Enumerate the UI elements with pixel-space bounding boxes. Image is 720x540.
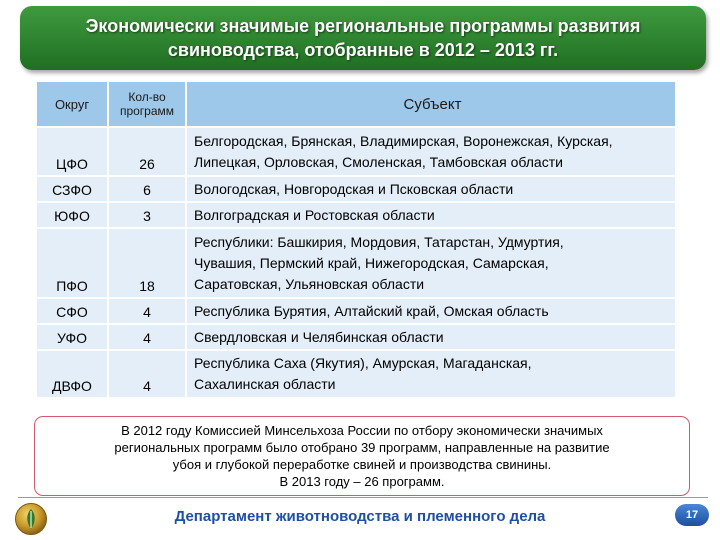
header-okrug: Округ — [37, 82, 107, 126]
footer-divider — [18, 497, 708, 498]
subject-line: Республика Саха (Якутия), Амурская, Магаданская, — [194, 355, 532, 371]
table-row — [37, 203, 675, 227]
subject-line: Республики: Башкирия, Мордовия, Татарстан, Удмуртия, — [194, 233, 564, 250]
title-line-2: свиноводства, отобранные в 2012 – 2013 гг. — [167, 40, 559, 60]
table-row — [37, 177, 675, 201]
note-line: региональных программ было отобрано 39 программ, направленные на развитие — [114, 440, 610, 455]
table-row — [37, 229, 675, 297]
slide-title — [20, 6, 706, 70]
subject-line: Липецкая, Орловская, Смоленская, Тамбовская области — [194, 153, 563, 170]
subject-line: Белгородская, Брянская, Владимирская, Воронежская, Курская, — [194, 132, 613, 149]
cell-subject — [187, 203, 675, 227]
cell-subject — [187, 229, 675, 297]
header-subject: Субъект — [187, 82, 675, 126]
cell-count: 4 — [109, 299, 185, 323]
summary-note — [34, 416, 690, 496]
subject-line: Чувашия, Пермский край, Нижегородская, Самарская, — [194, 254, 549, 271]
cell-count: 26 — [109, 128, 185, 175]
cell-subject — [187, 325, 675, 349]
subject-line: Свердловская и Челябинская области — [194, 328, 444, 345]
cell-count: 18 — [109, 229, 185, 297]
cell-subject — [187, 128, 675, 175]
subject-line: Волгоградская и Ростовская области — [194, 206, 435, 223]
title-line-1: Экономически значимые региональные программы развития — [85, 16, 641, 36]
note-line: В 2013 году – 26 программ. — [279, 474, 445, 489]
note-line: убоя и глубокой переработке свиней и производства свинины. — [172, 457, 552, 472]
subject-line: Республика Бурятия, Алтайский край, Омская область — [194, 302, 549, 319]
cell-count: 3 — [109, 203, 185, 227]
table-row — [37, 299, 675, 323]
programs-table — [35, 80, 677, 399]
cell-okrug: ДВФО — [37, 351, 107, 397]
cell-okrug: ПФО — [37, 229, 107, 297]
cell-okrug: ЮФО — [37, 203, 107, 227]
cell-okrug: СФО — [37, 299, 107, 323]
subject-line: Вологодская, Новгородская и Псковская области — [194, 180, 514, 197]
cell-okrug: УФО — [37, 325, 107, 349]
table-row — [37, 325, 675, 349]
department-name: Департамент животноводства и племенного дела — [174, 508, 546, 525]
page-number-badge: 17 — [675, 504, 709, 526]
header-count-line-1: Кол-во — [128, 90, 166, 104]
cell-count: 4 — [109, 325, 185, 349]
cell-count: 6 — [109, 177, 185, 201]
header-count-line-2: программ — [119, 104, 175, 118]
header-count — [109, 82, 185, 126]
subject-line: Саратовская, Ульяновская области — [194, 275, 425, 292]
table-row — [37, 351, 675, 397]
cell-subject — [187, 351, 675, 397]
table-header-row — [37, 82, 675, 126]
cell-subject — [187, 299, 675, 323]
cell-subject — [187, 177, 675, 201]
subject-line: Сахалинская области — [194, 376, 336, 392]
cell-okrug: ЦФО — [37, 128, 107, 175]
cell-count: 4 — [109, 351, 185, 397]
cell-okrug: СЗФО — [37, 177, 107, 201]
note-line: В 2012 году Комиссией Минсельхоза России по отбору экономически значимых — [121, 423, 603, 438]
table-row — [37, 128, 675, 175]
